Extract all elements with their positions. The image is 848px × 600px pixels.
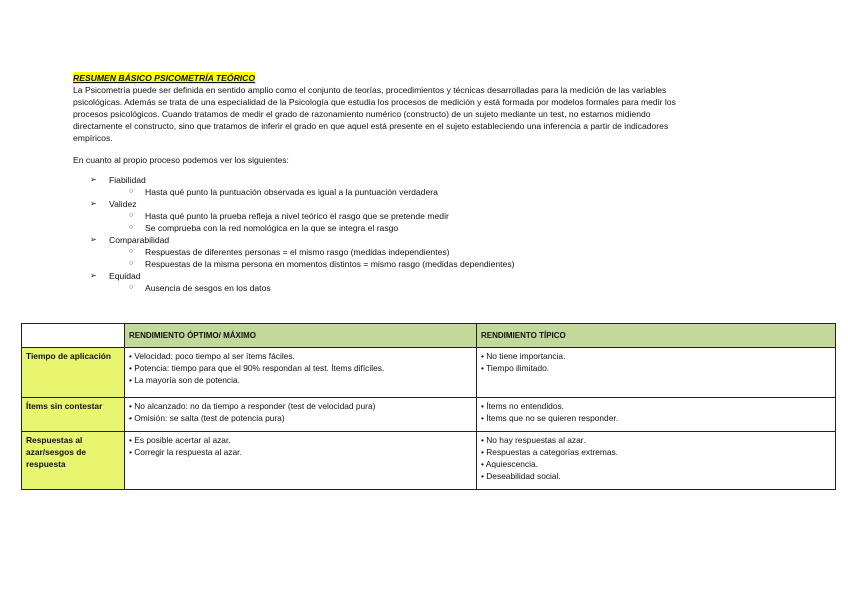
cell-line: • Ítems no entendidos.: [481, 401, 565, 411]
circle-bullet-icon: ○: [129, 188, 134, 195]
arrow-bullet-icon: ➢: [90, 199, 97, 208]
sub-list-item: [73, 258, 773, 270]
table-row: [22, 432, 836, 490]
cell-line: • Velocidad: poco tiempo al ser ítems fáciles.: [129, 351, 295, 361]
cell-line: • Corregir la respuesta al azar.: [129, 447, 242, 457]
sub-list-item: [73, 246, 773, 258]
list-item-validez: [73, 198, 773, 210]
sub-item-text: Hasta qué punto la puntuación observada es igual a la puntuación verdadera: [145, 187, 438, 197]
cell-line: • No hay respuestas al azar.: [481, 435, 586, 445]
optimo-cell: [125, 432, 477, 490]
optimo-cell: [125, 348, 477, 398]
concept-list: [73, 174, 773, 294]
table-row: [22, 398, 836, 432]
list-item-equidad: [73, 270, 773, 282]
circle-bullet-icon: ○: [129, 248, 134, 255]
list-item-comparabilidad: [73, 234, 773, 246]
header-tipico: RENDIMIENTO TÍPICO: [477, 324, 836, 348]
cell-line: • Deseabilidad social.: [481, 471, 561, 481]
list-item-label: Fiabilidad: [109, 175, 146, 185]
sub-item-text: Respuestas de diferentes personas = el mismo rasgo (medidas independientes): [145, 247, 450, 257]
circle-bullet-icon: ○: [129, 260, 134, 267]
cell-line: • No alcanzado: no da tiempo a responder (test de velocidad pura): [129, 401, 376, 411]
circle-bullet-icon: ○: [129, 284, 134, 291]
cell-line: • Respuestas a categorías extremas.: [481, 447, 618, 457]
circle-bullet-icon: ○: [129, 212, 134, 219]
list-item-label: Comparabilidad: [109, 235, 170, 245]
cell-line: • Omisión: se salta (test de potencia pura): [129, 413, 285, 423]
list-item-label: Equidad: [109, 271, 141, 281]
comparison-table: [21, 323, 836, 490]
paragraph-line: empíricos.: [73, 133, 113, 143]
optimo-cell: [125, 398, 477, 432]
arrow-bullet-icon: ➢: [90, 175, 97, 184]
sub-list-item: [73, 186, 773, 198]
list-item-fiabilidad: [73, 174, 773, 186]
sub-item-text: Hasta qué punto la prueba refleja a nivel teórico el rasgo que se pretende medir: [145, 211, 449, 221]
cell-line: • Ítems que no se quieren responder.: [481, 413, 619, 423]
tipico-cell: [477, 398, 836, 432]
paragraph-line: psicológicas. Además se trata de una especialidad de la Psicología que estudia los procesos de medición y está formada por modelos formales para medir los: [73, 97, 676, 107]
header-optimo: RENDIMIENTO ÓPTIMO/ MÁXIMO: [125, 324, 477, 348]
tipico-cell: [477, 348, 836, 398]
cell-line: • Tiempo ilimitado.: [481, 363, 550, 373]
cell-line: • Aquiescencia.: [481, 459, 538, 469]
cell-line: • La mayoría son de potencia.: [129, 375, 240, 385]
document-title: RESUMEN BÁSICO PSICOMETRÍA TEÓRICO: [73, 73, 256, 83]
list-intro: En cuanto al propio proceso podemos ver los siguientes:: [73, 155, 289, 165]
table-header-row: [22, 324, 836, 348]
sub-list-item: [73, 282, 773, 294]
paragraph-line: procesos psicológicos. Cuando tratamos de medir el grado de razonamiento numérico (constructo) de un sujeto mediante un test, no estamos midiendo: [73, 109, 651, 119]
list-item-label: Validez: [109, 199, 137, 209]
table-row: [22, 348, 836, 398]
cell-line: • Potencia: tiempo para que el 90% respondan al test. Ítems difíciles.: [129, 363, 385, 373]
sub-item-text: Respuestas de la misma persona en momentos distintos = mismo rasgo (medidas dependientes): [145, 259, 515, 269]
circle-bullet-icon: ○: [129, 224, 134, 231]
sub-item-text: Ausencia de sesgos en los datos: [145, 283, 271, 293]
arrow-bullet-icon: ➢: [90, 235, 97, 244]
arrow-bullet-icon: ➢: [90, 271, 97, 280]
cell-line: • Es posible acertar al azar.: [129, 435, 231, 445]
sub-item-text: Se comprueba con la red nomológica en la que se integra el rasgo: [145, 223, 399, 233]
tipico-cell: [477, 432, 836, 490]
cell-line: • No tiene importancia.: [481, 351, 566, 361]
row-label: Respuestas al azar/sesgos de respuesta: [22, 432, 125, 490]
sub-list-item: [73, 222, 773, 234]
paragraph-line: directamente el constructo, sino que tratamos de inferir el grado en que aquel está presente en el sujeto estableciendo una inferencia a partir de indicadores: [73, 121, 669, 131]
sub-list-item: [73, 210, 773, 222]
row-label: Ítems sin contestar: [22, 398, 125, 432]
intro-paragraph: [73, 84, 773, 144]
summary-section: [73, 72, 773, 294]
header-corner-cell: [22, 324, 125, 348]
row-label: Tiempo de aplicación: [22, 348, 125, 398]
paragraph-line: La Psicometría puede ser definida en sentido amplio como el conjunto de teorías, procedimientos y técnicas desarrolladas para la medición de las variables: [73, 85, 667, 95]
